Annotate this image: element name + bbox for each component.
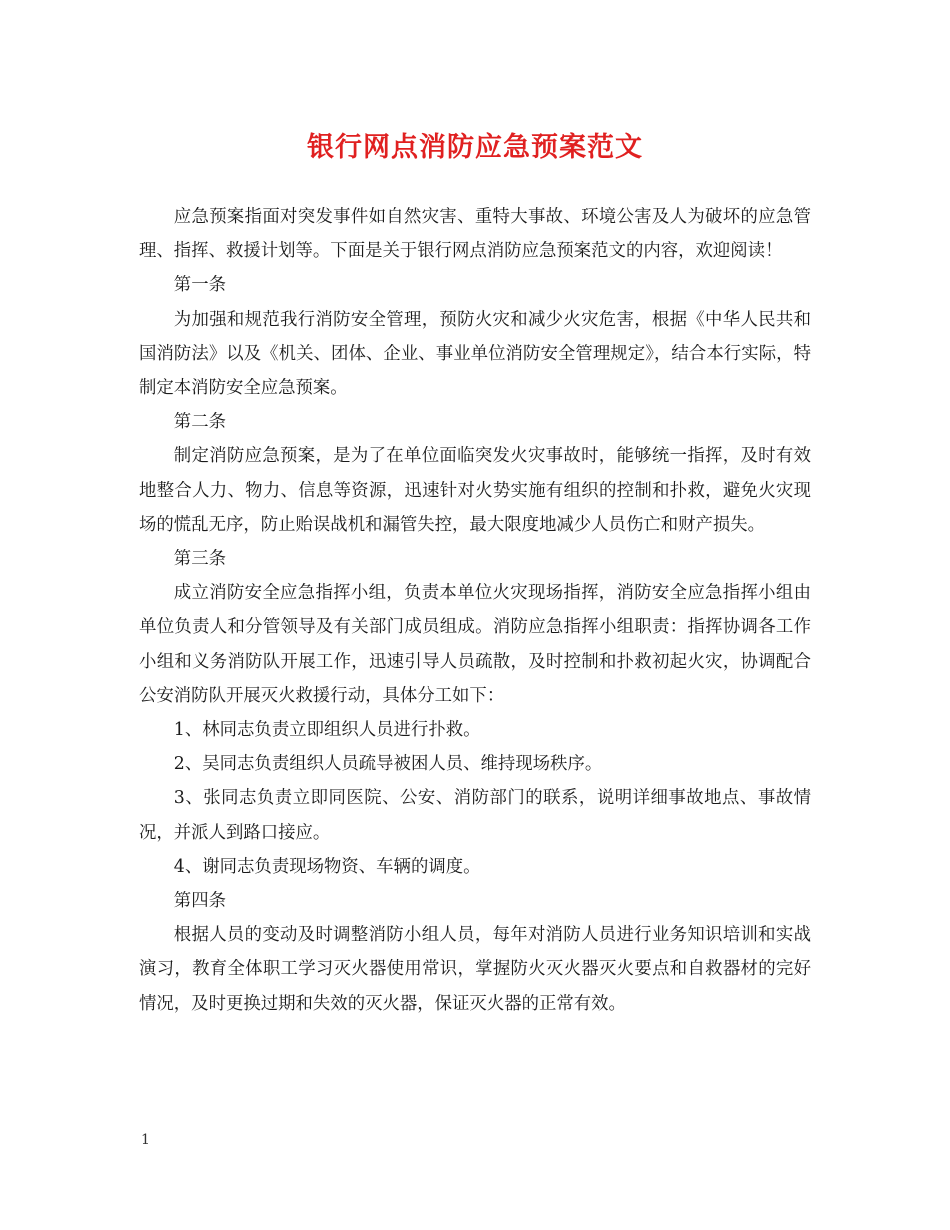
article-2-paragraph: 制定消防应急预案，是为了在单位面临突发火灾事故时，能够统一指挥，及时有效地整合人力、物力、信息等资源，迅速针对火势实施有组织的控制和扑救，避免火灾现场的慌乱无序，防止贻误战机和漏管失控，最大限度地减少人员伤亡和财产损失。 xyxy=(139,446,811,535)
article-2-heading: 第二条 xyxy=(173,412,226,433)
article-1-paragraph: 为加强和规范我行消防安全管理，预防火灾和减少火灾危害，根据《中华人民共和国消防法》以及《机关、团体、企业、事业单位消防安全管理规定》，结合本行实际，特制定本消防安全应急预案。 xyxy=(139,309,811,399)
article-4-paragraph: 根据人员的变动及时调整消防小组人员，每年对消防人员进行业务知识培训和实战演习，教育全体职工学习灭火器使用常识，掌握防火灭火器灭火要点和自救器材的完好情况，及时更换过期和失效的灭火器，保证灭火器的正常有效。 xyxy=(139,925,811,1014)
article-3-heading: 第三条 xyxy=(173,549,226,570)
document-body xyxy=(139,200,811,1021)
article-1-heading: 第一条 xyxy=(173,275,226,296)
intro-paragraph: 应急预案指面对突发事件如自然灾害、重特大事故、环境公害及人为破坏的应急管理、指挥、救援计划等。下面是关于银行网点消防应急预案范文的内容，欢迎阅读！ xyxy=(139,207,811,262)
list-item: 1、林同志负责立即组织人员进行扑救。 xyxy=(173,720,481,741)
list-item: 2、吴同志负责组织人员疏导被困人员、维持现场秩序。 xyxy=(173,754,603,775)
list-item: 4、谢同志负责现场物资、车辆的调度。 xyxy=(173,856,481,877)
list-item: 3、张同志负责立即同医院、公安、消防部门的联系，说明详细事故地点、事故情况，并派人到路口接应。 xyxy=(139,788,811,843)
page-number: 1 xyxy=(141,1132,150,1148)
article-3-paragraph: 成立消防安全应急指挥小组，负责本单位火灾现场指挥，消防安全应急指挥小组由单位负责人和分管领导及有关部门成员组成。消防应急指挥小组职责：指挥协调各工作小组和义务消防队开展工作，迅速引导人员疏散，及时控制和扑救初起火灾，协调配合公安消防队开展灭火救援行动，具体分工如下： xyxy=(139,583,811,706)
article-4-heading: 第四条 xyxy=(173,891,226,912)
document-title: 银行网点消防应急预案范文 xyxy=(307,132,643,163)
